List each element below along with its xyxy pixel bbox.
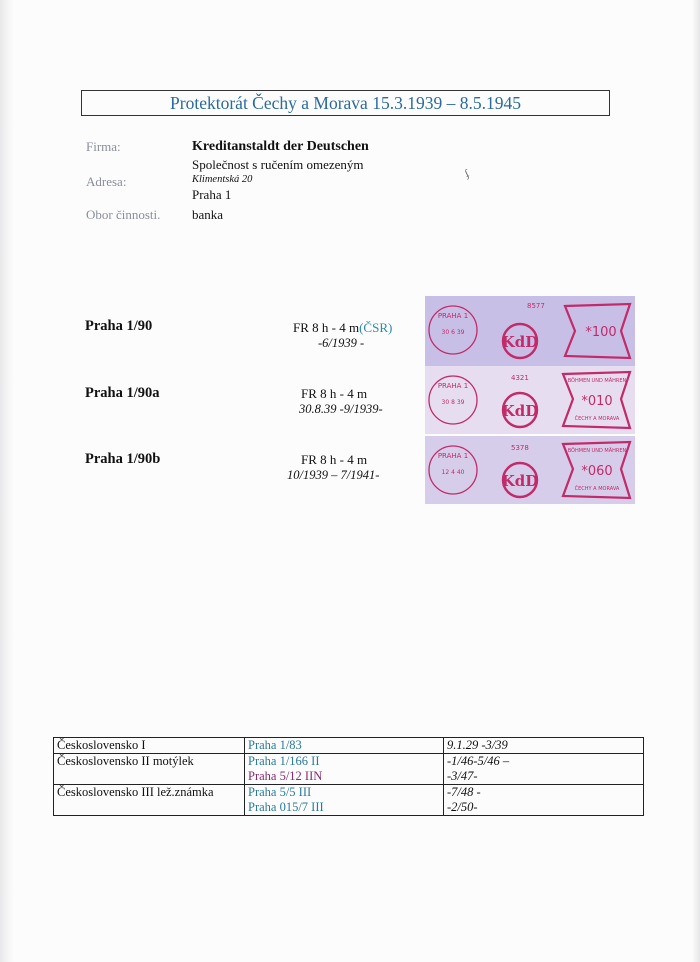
table-row (54, 785, 644, 816)
firm-activity: banka (192, 207, 224, 222)
label-obor: Obor činnosti. (86, 207, 161, 222)
entry-date: 10/1939 – 7/1941- (287, 468, 380, 482)
svg-text:8577: 8577 (527, 302, 545, 310)
svg-text:30 6 39: 30 6 39 (441, 329, 465, 336)
page-title: Protektorát Čechy a Morava 15.3.1939 – 8.5.1945 (81, 90, 610, 116)
label-firma: Firma: (86, 139, 121, 154)
scan-edge-right (692, 0, 700, 962)
svg-text:PRAHA 1: PRAHA 1 (437, 312, 469, 320)
table-cell-country: Československo II motýlek (54, 754, 245, 785)
table-cell-office: Praha 1/166 II Praha 5/12 IIN (245, 754, 444, 785)
firm-subname: Společnost s ručením omezeným (192, 157, 364, 172)
entry-fr: FR 8 h - 4 m(ČSR) (293, 320, 393, 335)
svg-text:KdD: KdD (501, 333, 539, 351)
entry-date: 30.8.39 -9/1939- (299, 402, 383, 416)
table-row (54, 738, 644, 754)
firm-name: Kreditanstaldt der Deutschen (192, 139, 369, 154)
table-cell-country: Československo III lež.známka (54, 785, 245, 816)
history-table (53, 737, 644, 816)
table-cell-country: Československo I (54, 738, 245, 754)
svg-text:KdD: KdD (501, 472, 539, 490)
entry-date: -6/1939 - (318, 336, 365, 350)
svg-text:ČECHY A MORAVA: ČECHY A MORAVA (574, 416, 620, 422)
scan-edge-left (0, 0, 14, 962)
svg-text:30 8 39: 30 8 39 (441, 399, 465, 406)
pencil-mark: ʄ (462, 167, 472, 181)
meter-stamp-image (425, 366, 635, 434)
table-row (54, 754, 644, 785)
meter-stamp-image (425, 296, 635, 366)
entry-fr: FR 8 h - 4 m (301, 386, 368, 401)
table-cell-dates: 9.1.29 -3/39 (444, 738, 644, 754)
entry-name: Praha 1/90a (85, 385, 160, 401)
label-adresa: Adresa: (86, 174, 127, 189)
entry-name: Praha 1/90 (85, 318, 153, 334)
svg-text:BÖHMEN UND MÄHREN: BÖHMEN UND MÄHREN (567, 448, 627, 454)
table-cell-office: Praha 5/5 III Praha 015/7 III (245, 785, 444, 816)
svg-text:ČECHY A MORAVA: ČECHY A MORAVA (574, 486, 620, 492)
svg-text:12 4 40: 12 4 40 (441, 469, 465, 476)
svg-text:*060: *060 (581, 464, 613, 479)
svg-text:5378: 5378 (511, 444, 529, 452)
svg-text:BÖHMEN UND MÄHREN: BÖHMEN UND MÄHREN (567, 378, 627, 384)
firm-street: Klimentská 20 (192, 174, 253, 185)
svg-text:*100: *100 (585, 325, 617, 340)
svg-text:PRAHA 1: PRAHA 1 (437, 452, 469, 460)
table-cell-dates: -1/46-5/46 – -3/47- (444, 754, 644, 785)
svg-text:*010: *010 (581, 394, 613, 409)
entry-fr: FR 8 h - 4 m (301, 452, 368, 467)
svg-text:KdD: KdD (501, 402, 539, 420)
svg-text:PRAHA 1: PRAHA 1 (437, 382, 469, 390)
svg-text:4321: 4321 (511, 374, 529, 382)
meter-stamp-image (425, 436, 635, 504)
table-cell-dates: -7/48 - -2/50- (444, 785, 644, 816)
entry-name: Praha 1/90b (85, 451, 161, 467)
table-cell-office: Praha 1/83 (245, 738, 444, 754)
firm-city: Praha 1 (192, 187, 232, 202)
